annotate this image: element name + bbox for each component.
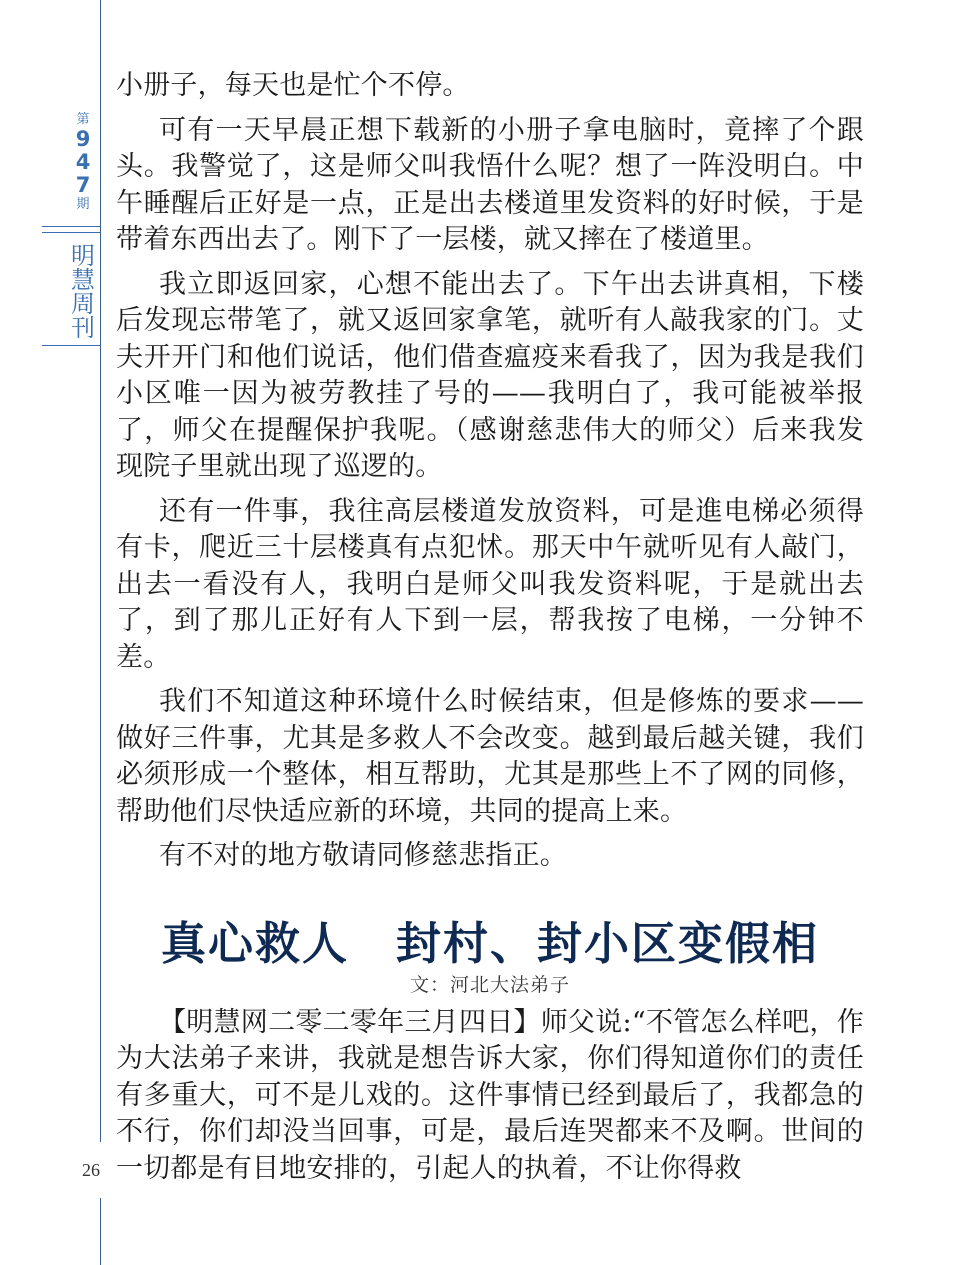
margin-line-bottom xyxy=(100,1198,101,1265)
issue-digit: 4 xyxy=(75,150,91,174)
issue-suffix: 期 xyxy=(76,197,90,212)
issue-digit: 7 xyxy=(75,173,91,197)
margin-line-top xyxy=(100,0,101,1142)
paragraph: 还有一件事，我往高层楼道发放资料，可是進电梯必须得有卡，爬近三十层楼真有点犯怵。那天中午就听见有人敲门，出去一看没有人，我明白是师父叫我发资料呢，于是就出去了，到了那儿正好有人下到一层，帮我按了电梯，一分钟不差。 xyxy=(116,495,864,673)
publication-char: 刊 xyxy=(71,314,95,342)
paragraph: 小册子，每天也是忙个不停。 xyxy=(116,70,470,101)
paragraph: 我们不知道这种环境什么时候结束，但是修炼的要求——做好三件事，尤其是多救人不会改变。越到最后越关键，我们必须形成一个整体，相互帮助，尤其是那些上不了网的同修，帮助他们尽快适应新的环境，共同的提高上来。 xyxy=(116,686,864,827)
paragraph: 我立即返回家，心想不能出去了。下午出去讲真相，下楼后发现忘带笔了，就又返回家拿笔，就听有人敲我家的门。丈夫开开门和他们说话，他们借查瘟疫来看我了，因为我是我们小区唯一因为被劳教挂了号的——我明白了，我可能被举报了，师父在提醒保护我呢。（感谢慈悲伟大的师父）后来我发现院子里就出现了巡逻的。 xyxy=(116,268,864,482)
article-title: 真心救人 封村、封小区变假相 xyxy=(160,916,819,970)
page-content xyxy=(116,68,864,1187)
article-paragraph: 【明慧网二零二零年三月四日】师父说:“不管怎么样吧，作为大法弟子来讲，我就是想告诉大家，你们得知道你们的责任有多重大，可不是儿戏的。这件事情已经到最后了，我都急的不行，你们却没当回事，可是，最后连哭都来不及啊。世间的一切都是有目地安排的，引起人的执着，不让你得救 xyxy=(116,1006,864,1184)
sidebar-divider xyxy=(42,345,100,346)
issue-digit: 9 xyxy=(75,127,91,151)
page-number: 26 xyxy=(82,1160,100,1180)
article-byline: 文：河北大法弟子 xyxy=(409,973,570,996)
publication-char: 明 xyxy=(71,242,95,270)
paragraph: 有不对的地方敬请同修慈悲指正。 xyxy=(159,840,567,871)
sidebar-divider xyxy=(42,226,100,227)
sidebar-divider xyxy=(42,232,100,233)
publication-char: 周 xyxy=(71,290,95,318)
issue-prefix: 第 xyxy=(76,112,90,127)
publication-char: 慧 xyxy=(71,266,95,294)
issue-number xyxy=(66,112,100,213)
publication-name xyxy=(68,244,98,340)
paragraph: 可有一天早晨正想下载新的小册子拿电脑时，竟摔了个跟头。我警觉了，这是师父叫我悟什么呢？想了一阵没明白。中午睡醒后正好是一点，正是出去楼道里发资料的好时候，于是带着东西出去了。刚下了一层楼，就又摔在了楼道里。 xyxy=(116,114,864,255)
